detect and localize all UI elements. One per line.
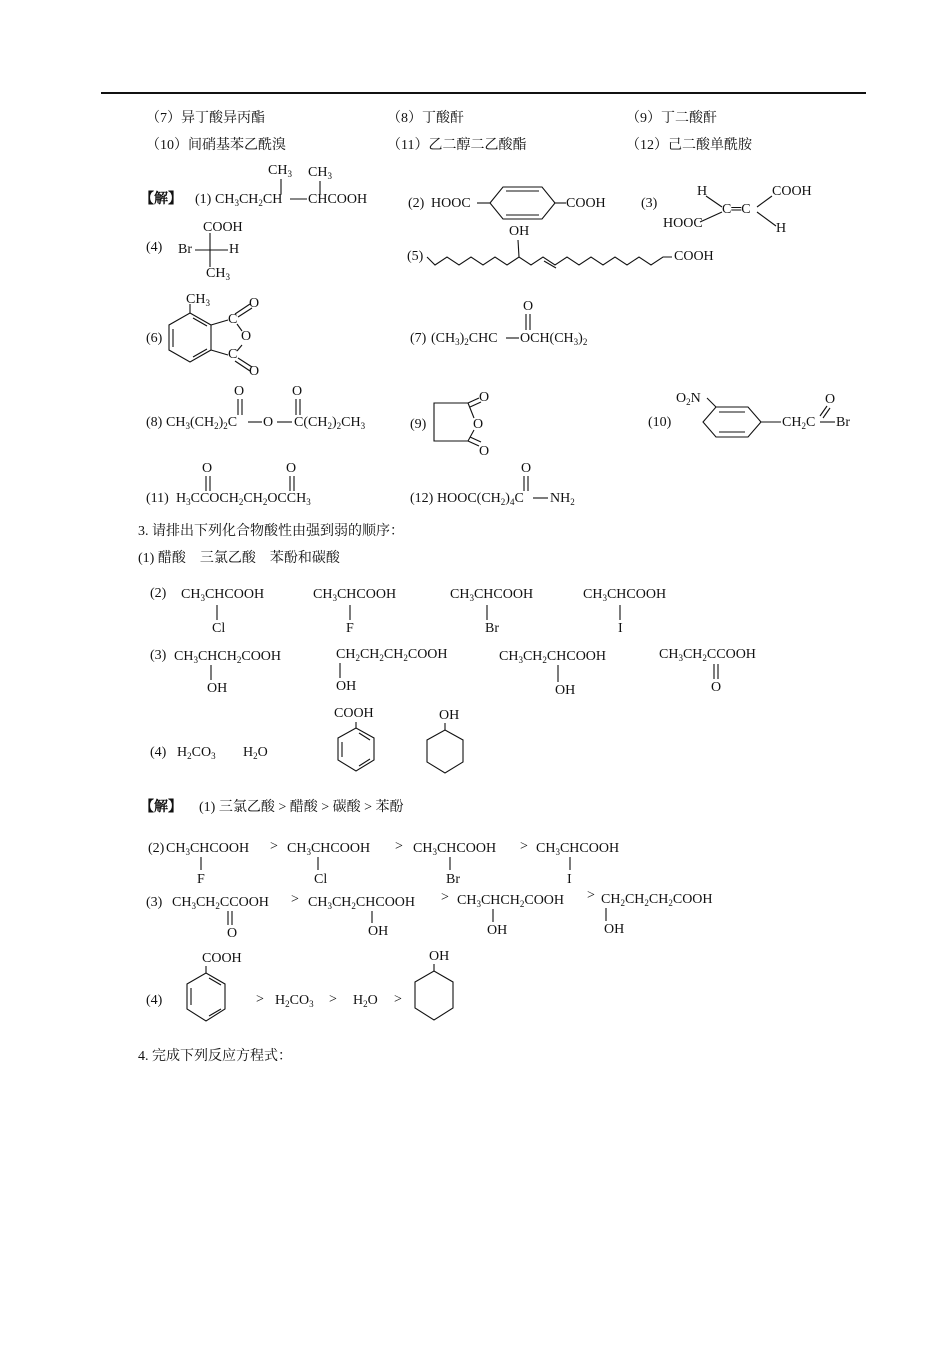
s12-o: O: [521, 461, 532, 476]
ans3-a3-c-oh: OH: [487, 923, 508, 938]
s9-label: (9): [410, 417, 427, 432]
s10-label: (10): [648, 415, 672, 430]
s1-label: (1): [195, 192, 212, 207]
s4-label: (4): [146, 240, 163, 255]
ans3-a3-a: $CH_3CH_2CCOOH$: [172, 895, 269, 911]
ans3-a2-gt1: >: [270, 839, 278, 854]
s4-bonds: [195, 233, 228, 267]
s1-ch3-b: $CH_3$: [308, 165, 332, 181]
ans3-a4-oh: OH: [429, 949, 450, 964]
ans3-a2-d: $CH_3CHCOOH$: [536, 841, 620, 857]
ans3-a3-b: $CH_3CH_2CHCOOH$: [308, 895, 416, 911]
s11-formula: $H_3CCOCH_2CH_2OCCH_3$: [176, 491, 311, 507]
q3-p3-a-oh: OH: [207, 681, 228, 696]
s7-formula: $(CH_3)_2CHC$: [431, 331, 498, 347]
s6-ring: [169, 304, 252, 371]
s11-bonds: [206, 476, 294, 491]
q3-p2-c: $CH_3CHCOOH$: [450, 587, 534, 603]
s12-formula: $HOOC(CH_2)_4C$: [437, 491, 524, 507]
s8-o1: O: [234, 384, 245, 399]
q3-p1: (1) 醋酸 三氯乙酸 苯酚和碳酸: [138, 551, 340, 566]
s10-no2: $O_2N$: [676, 391, 701, 407]
ans3-a2-c: $CH_3CHCOOH$: [413, 841, 497, 857]
ans3-a2-c-x: Br: [446, 872, 460, 887]
s8-formula-b: $C(CH_2)_2CH_3$: [294, 415, 366, 431]
q3-p3-c: $CH_3CH_2CHCOOH$: [499, 649, 607, 665]
s7-bonds: [506, 314, 530, 338]
s7-label: (7): [410, 331, 427, 346]
s11-label: (11): [146, 491, 169, 506]
s3-hooc: HOOC: [663, 216, 703, 231]
q3-p4-h2co3: $H_2CO_3$: [177, 745, 216, 761]
q3-p2-c-x: Br: [485, 621, 499, 636]
s12-bonds: [524, 476, 548, 498]
s8-o2: O: [292, 384, 303, 399]
q3-p3-b-oh: OH: [336, 679, 357, 694]
q3-p2-label: (2): [150, 586, 167, 601]
ans3-a2-label: (2): [148, 841, 165, 856]
s4-br: Br: [178, 242, 192, 257]
s6-c2: C: [228, 347, 238, 362]
q3-p4-h2o: $H_2O$: [243, 745, 268, 761]
s10-ch2c: $CH_2C$: [782, 415, 816, 431]
s3-h1: H: [697, 184, 708, 199]
name-12: （12）己二酸单酰胺: [626, 138, 752, 153]
q3-p4-benzoic-ring: [338, 722, 374, 771]
ans3-a2-d-x: I: [567, 872, 572, 887]
s2-benzene-ring: [477, 187, 566, 219]
q3-p2-d: $CH_3CHCOOH$: [583, 587, 667, 603]
q3-p2-a: $CH_3CHCOOH$: [181, 587, 265, 603]
ans3-a3-c: $CH_3CHCH_2COOH$: [457, 893, 565, 909]
q3-p4-label: (4): [150, 745, 167, 760]
q3-p2-d-x: I: [618, 621, 623, 636]
ans3-a2-gt3: >: [520, 839, 528, 854]
ans3-a3-a-o: O: [227, 926, 238, 941]
answer-label: 【解】: [140, 192, 182, 207]
s10-o: O: [825, 392, 836, 407]
ans3-a4-gt3: >: [394, 992, 402, 1007]
ans3-a2-b: $CH_3CHCOOH$: [287, 841, 371, 857]
q3-p3-label: (3): [150, 648, 167, 663]
ans3-a2-bonds: [201, 857, 570, 870]
q3-p3-d: $CH_3CH_2CCOOH$: [659, 647, 756, 663]
q3-p2-b-x: F: [346, 621, 354, 636]
s3-cc: C═C: [722, 202, 751, 217]
s1-formula-b: CHCOOH: [308, 192, 368, 207]
s2-cooh: COOH: [566, 196, 606, 211]
s3-label: (3): [641, 196, 658, 211]
s5-chain: [427, 240, 672, 268]
s6-label: (6): [146, 331, 163, 346]
s10-br: Br: [836, 415, 850, 430]
ans3-a4-label: (4): [146, 993, 163, 1008]
q3-p4-cooh: COOH: [334, 706, 374, 721]
s11-o2: O: [286, 461, 297, 476]
q3-p3-c-oh: OH: [555, 683, 576, 698]
ans3-a3-b-oh: OH: [368, 924, 389, 939]
ans3-a4-gt2: >: [329, 992, 337, 1007]
ans3-a3-gt3: >: [587, 888, 595, 903]
s7-formula-b: $OCH(CH_3)_2$: [520, 331, 588, 347]
s6-o3: O: [249, 364, 260, 379]
ans3-a2-b-x: Cl: [314, 872, 328, 887]
q3-p3-a: $CH_3CHCH_2COOH$: [174, 649, 282, 665]
q4-title: 4. 完成下列反应方程式：: [138, 1049, 292, 1064]
s3-h2: H: [776, 221, 787, 236]
ans3-a4-h2co3: $H_2CO_3$: [275, 993, 314, 1009]
s6-o2: O: [241, 329, 252, 344]
ans3-a3-gt1: >: [291, 892, 299, 907]
s1-formula: $CH_3CH_2CH$: [215, 192, 283, 208]
s4-ch3: $CH_3$: [206, 266, 230, 282]
s12-nh2: $NH_2$: [550, 491, 575, 507]
q3-p3-d-o: O: [711, 680, 722, 695]
s5-cooh: COOH: [674, 249, 714, 264]
ans3-a3-label: (3): [146, 895, 163, 910]
s9-o3: O: [479, 444, 490, 459]
s6-c1: C: [228, 312, 238, 327]
ans3-a4-gt1: >: [256, 992, 264, 1007]
s9-o1: O: [479, 390, 490, 405]
s9-ring: [434, 398, 484, 446]
q3-title: 3. 请排出下列化合物酸性由强到弱的顺序：: [138, 524, 404, 539]
ans3-a4-cooh: COOH: [202, 951, 242, 966]
ans3-a2-a: $CH_3CHCOOH$: [166, 841, 250, 857]
s12-label: (12): [410, 491, 434, 506]
s1-ch3-a: $CH_3$: [268, 163, 292, 179]
s8-formula: $CH_3(CH_2)_2C$: [166, 415, 238, 431]
s3-cooh: COOH: [772, 184, 812, 199]
s5-oh: OH: [509, 224, 530, 239]
ans3-a4-h2o: $H_2O$: [353, 993, 378, 1009]
s8-label: (8): [146, 415, 163, 430]
q3-p2-bonds: [217, 605, 620, 620]
name-10: （10）间硝基苯乙酰溴: [146, 138, 286, 153]
s7-o: O: [523, 299, 534, 314]
s9-o2: O: [473, 417, 484, 432]
q3-p3-bonds: [211, 663, 718, 682]
q3-p2-b: $CH_3CHCOOH$: [313, 587, 397, 603]
s1-bonds: [281, 179, 320, 199]
ans3-a3-d-oh: OH: [604, 922, 625, 937]
name-8: （8）丁酸酐: [387, 111, 464, 126]
s8-bonds: [238, 399, 300, 422]
ans3-label: 【解】: [140, 800, 182, 815]
ans3-a3-bonds: [228, 908, 606, 925]
name-11: （11）乙二醇二乙酸酯: [387, 138, 527, 153]
s2-hooc: HOOC: [431, 196, 471, 211]
s2-label: (2): [408, 196, 425, 211]
s4-cooh: COOH: [203, 220, 243, 235]
name-9: （9）丁二酸酐: [626, 111, 717, 126]
ans3-a3-d: $CH_2CH_2CH_2COOH$: [601, 892, 713, 908]
s11-o1: O: [202, 461, 213, 476]
s6-ch3: $CH_3$: [186, 292, 210, 308]
s5-label: (5): [407, 249, 424, 264]
name-7: （7）异丁酸异丙酯: [146, 111, 265, 126]
ans3-a4-benzoic-ring: [187, 966, 225, 1021]
q3-p3-b: $CH_2CH_2CH_2COOH$: [336, 647, 448, 663]
q3-p4-oh: OH: [439, 708, 460, 723]
q3-p4-cyclohexanol-ring: [427, 723, 463, 773]
ans3-a4-cyclohexanol-ring: [415, 964, 453, 1020]
ans3-a2-a-x: F: [197, 872, 205, 887]
s3-bonds: [700, 196, 776, 226]
ans3-a3-gt2: >: [441, 890, 449, 905]
q3-p2-a-x: Cl: [212, 621, 226, 636]
ans3-a2-gt2: >: [395, 839, 403, 854]
ans3-a1: (1) 三氯乙酸 > 醋酸 > 碳酸 > 苯酚: [199, 800, 404, 815]
s6-o1: O: [249, 296, 260, 311]
s10-ring: [703, 398, 835, 437]
s8-o-mid: O: [263, 415, 274, 430]
s4-h: H: [229, 242, 240, 257]
